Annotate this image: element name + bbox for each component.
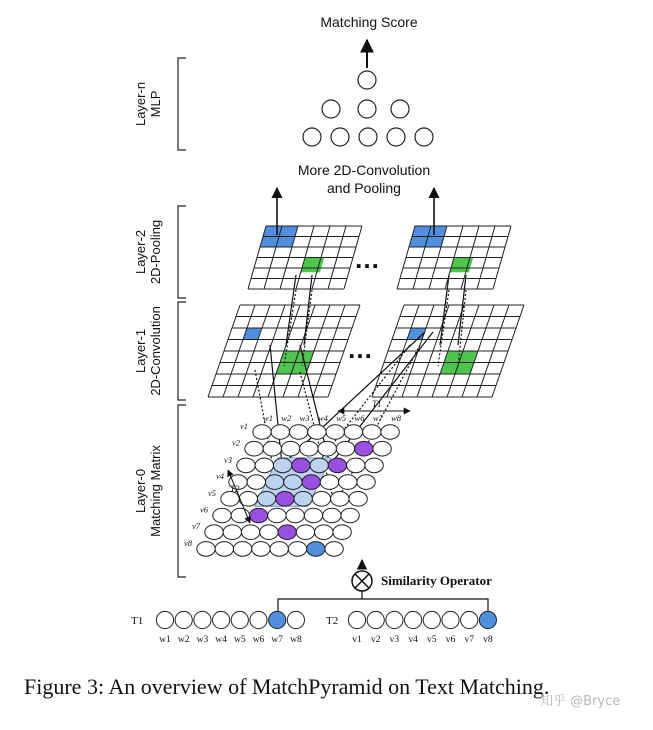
token-label: w3 [196,635,209,645]
matrix-row-label: v6 [199,504,208,515]
matrix-row-label: v8 [183,537,192,548]
similarity-cell [286,508,304,523]
similarity-cell [255,458,273,473]
similarity-cell [339,475,357,490]
token-label: v1 [352,635,362,645]
token-label: w1 [159,635,171,645]
token-label: w8 [290,635,302,645]
similarity-cell [331,492,349,507]
similarity-cell [213,508,231,523]
t1-span-label: T1 [372,399,382,409]
pooling-label: 2D-Pooling [148,219,163,285]
matrix-column-label: w6 [354,413,365,423]
layer-2-label: Layer-2 [133,229,148,275]
bracket-convolution [178,302,186,400]
convolution-label: 2D-Convolution [148,306,163,396]
ellipsis-convolution: … [347,334,373,364]
similarity-cell [296,525,314,540]
similarity-cell [341,508,359,523]
similarity-cell [357,475,375,490]
similarity-cell [347,458,365,473]
token-node [175,611,192,628]
matrix-row-label: v7 [191,521,200,532]
token-label: w2 [177,635,190,645]
matrix-row-label: v1 [239,421,248,431]
token-label: v6 [445,635,456,645]
mlp-neuron [358,100,376,118]
matrix-row-label: v3 [223,454,232,465]
similarity-cell [308,425,326,440]
similarity-cell [312,492,330,507]
pool-grid-right [397,226,511,289]
mlp-neuron [387,128,405,146]
bracket-mlp [178,58,186,150]
token-node [442,611,459,628]
mlp-neuron [415,128,433,146]
similarity-cell [363,425,381,440]
matrix-column-label: w1 [263,413,273,423]
matrix-column-label: w2 [281,413,292,423]
similarity-cell [300,441,318,456]
t2-span-label: T2 [230,484,240,494]
matching-score-label: Matching Score [320,14,418,30]
token-node [423,611,440,628]
token-node [231,611,248,628]
mlp-neuron [331,128,349,146]
matching-matrix [184,413,402,556]
more-conv-label-1: More 2D-Convolution [297,162,431,178]
token-node [348,611,365,628]
similarity-cell [268,508,286,523]
matrix-column-label: w8 [391,413,402,423]
similarity-cell [349,492,367,507]
similarity-cell [271,425,289,440]
matrix-column-label: w3 [299,413,310,423]
token-node [250,611,267,628]
token-label: w6 [252,635,265,645]
similarity-cell [315,525,333,540]
similarity-cell [307,542,325,557]
matrix-row-label: v5 [207,487,216,498]
similarity-cell [257,492,275,507]
ellipsis-pooling: … [354,244,380,274]
similarity-cell [197,542,215,557]
similarity-cell [320,475,338,490]
token-label: v5 [427,635,437,645]
mlp-neuron [303,128,321,146]
operator-input-lines [278,599,488,611]
token-node [479,611,496,628]
mlp-neurons [303,71,433,146]
matching-matrix-label: Matching Matrix [148,445,163,537]
token-node [367,611,384,628]
token-node [386,611,403,628]
similarity-cell [263,441,281,456]
similarity-cell [223,525,241,540]
pool-grid-left [248,226,362,289]
token-node [156,611,173,628]
mlp-neuron [322,100,340,118]
token-label: w4 [215,635,227,645]
token-label: v7 [464,635,474,645]
similarity-cell [381,425,399,440]
similarity-cell [278,525,296,540]
conv-grid-left [208,305,360,397]
token-label: v8 [483,635,493,645]
similarity-cell [215,542,233,557]
sequence-label: T2 [326,615,339,627]
similarity-cell [326,425,344,440]
matrix-column-label: w4 [317,413,328,423]
similarity-cell [260,525,278,540]
token-node [269,611,286,628]
similarity-cell [205,525,223,540]
similarity-cell [247,475,265,490]
similarity-cell [289,425,307,440]
token-node [405,611,422,628]
similarity-cell [318,441,336,456]
token-node [287,611,304,628]
mlp-neuron [359,128,377,146]
mlp-neuron [391,100,409,118]
similarity-cell [252,542,270,557]
similarity-cell [328,458,346,473]
similarity-cell [373,441,391,456]
highlight-cell [243,328,262,340]
similarity-cell [249,508,267,523]
layer-1-label: Layer-1 [133,328,148,374]
sequence-t1 [131,611,305,645]
similarity-cell [233,542,251,557]
conv-grid-right [372,305,524,397]
similarity-cell [302,475,320,490]
bracket-pooling [178,206,186,298]
similarity-operator-label: Similarity Operator [381,573,492,588]
similarity-cell [323,508,341,523]
similarity-cell [265,475,283,490]
similarity-cell [288,542,306,557]
mlp-label: MLP [148,90,163,118]
similarity-cell [294,492,312,507]
layer-n-label: Layer-n [133,81,148,127]
similarity-cell [344,425,362,440]
bracket-matching [178,405,186,577]
similarity-cell [310,458,328,473]
similarity-cell [304,508,322,523]
matrix-column-label: w7 [372,413,383,423]
token-node [461,611,478,628]
sequence-t2 [326,611,497,645]
similarity-cell [273,458,291,473]
matrix-column-label: w5 [336,413,347,423]
similarity-cell [365,458,383,473]
similarity-cell [281,441,299,456]
similarity-cell [355,441,373,456]
layer-0-label: Layer-0 [133,468,148,514]
similarity-cell [292,458,310,473]
similarity-cell [270,542,288,557]
token-label: w7 [271,635,284,645]
pool-conv-link [286,275,296,345]
token-label: w5 [233,635,246,645]
token-node [194,611,211,628]
token-node [213,611,230,628]
similarity-cell [253,425,271,440]
similarity-cell [245,441,263,456]
figure-caption: Figure 3: An overview of MatchPyramid on Text Matching. [24,674,550,699]
similarity-cell [325,542,343,557]
pool-conv-link [304,275,312,345]
similarity-cell [284,475,302,490]
token-label: v3 [389,635,400,645]
similarity-cell [237,458,255,473]
matrix-row-label: v4 [215,471,224,482]
sequence-label: T1 [131,615,144,627]
token-label: v4 [408,635,418,645]
layer-brackets [178,58,186,577]
similarity-cell [276,492,294,507]
similarity-cell [336,441,354,456]
mlp-neuron [358,71,376,89]
similarity-cell [333,525,351,540]
similarity-cell [241,525,259,540]
watermark: 知乎 @Bryce [540,694,621,709]
more-conv-label-2: and Pooling [327,180,401,196]
token-label: v2 [370,635,381,645]
matrix-row-label: v2 [231,437,240,448]
